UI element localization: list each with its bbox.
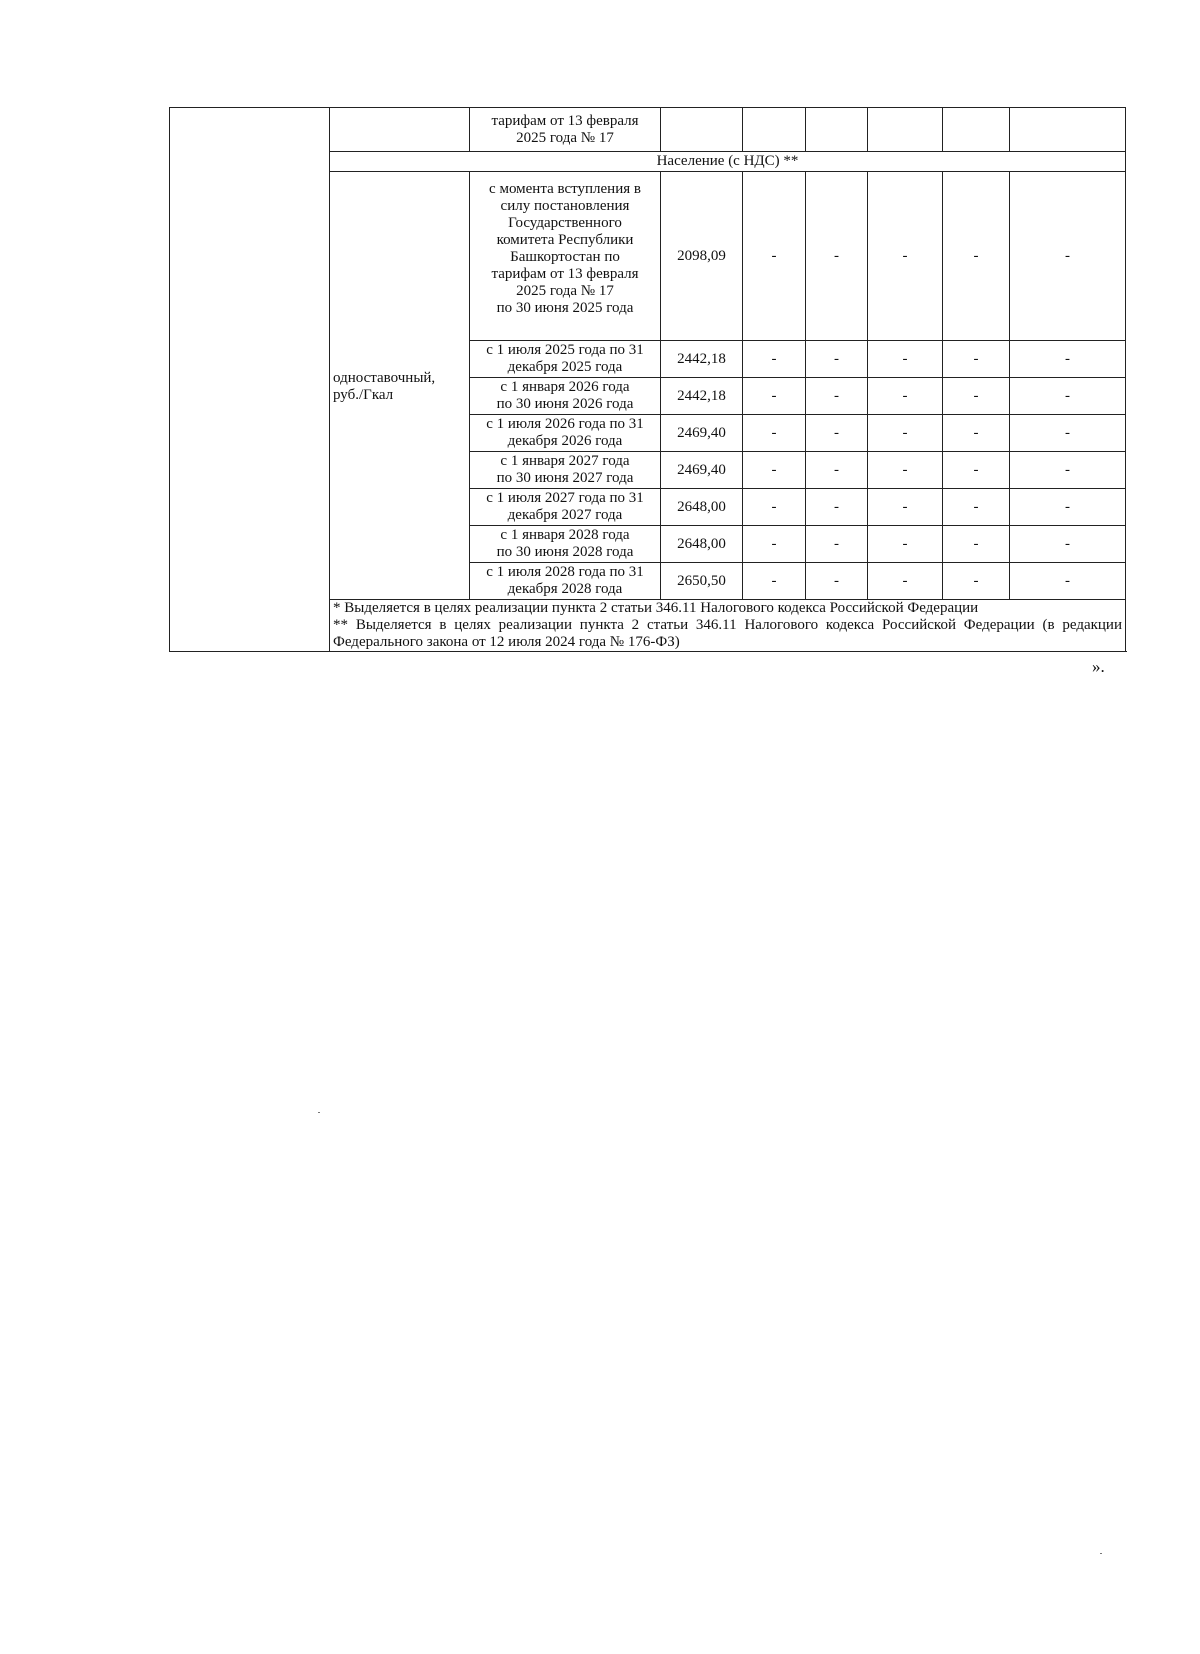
tariff-type-line: руб./Гкал [333, 387, 394, 403]
dash-cell: - [868, 452, 943, 489]
period-line: 2025 года № 17 [516, 129, 614, 146]
tariff-type-cell [330, 172, 470, 600]
dash-cell: - [1010, 489, 1126, 526]
dash-cell: - [1010, 452, 1126, 489]
dash-cell: - [868, 526, 943, 563]
period-line: тарифам от 13 февраля [491, 266, 639, 282]
tariff-value: 2442,18 [661, 378, 743, 415]
dash-cell: - [868, 489, 943, 526]
dash-cell: - [806, 415, 868, 452]
period-line: с 1 января 2028 года [500, 527, 630, 543]
dash-cell: - [743, 563, 806, 600]
period-line: Государственного [508, 215, 622, 231]
dash-cell: - [868, 563, 943, 600]
empty-cell [661, 108, 743, 152]
dash-cell: - [806, 563, 868, 600]
tariff-value: 2648,00 [661, 526, 743, 563]
footnotes-cell [330, 600, 1126, 652]
empty-cell [806, 108, 868, 152]
dash-cell: - [943, 415, 1010, 452]
dash-cell: - [806, 172, 868, 341]
dash-cell: - [943, 489, 1010, 526]
empty-cell [1010, 108, 1126, 152]
table-row-top [170, 108, 1126, 152]
tariff-value: 2098,09 [661, 172, 743, 341]
period-cell [470, 378, 661, 415]
period-cell [470, 172, 661, 341]
period-line: по 30 июня 2028 года [496, 544, 634, 560]
dash-cell: - [806, 489, 868, 526]
dash-cell: - [1010, 341, 1126, 378]
period-line: Башкортостан по [510, 249, 620, 265]
period-cell [470, 415, 661, 452]
dash-cell: - [868, 172, 943, 341]
dash-cell: - [806, 341, 868, 378]
period-cell [470, 489, 661, 526]
period-line: тарифам от 13 февраля [491, 112, 639, 129]
period-line: с 1 июля 2027 года по 31 [486, 490, 644, 506]
empty-cell-left [170, 108, 330, 652]
dash-cell: - [743, 489, 806, 526]
period-line: по 30 июня 2026 года [496, 396, 634, 412]
tariff-type-line: одноставочный, [333, 370, 436, 386]
period-line: по 30 июня 2025 года [496, 300, 634, 316]
dash-cell: - [806, 378, 868, 415]
dash-cell: - [868, 415, 943, 452]
tariff-value: 2650,50 [661, 563, 743, 600]
period-cell [470, 563, 661, 600]
period-cell [470, 452, 661, 489]
empty-cell [330, 108, 470, 152]
tariff-value: 2469,40 [661, 415, 743, 452]
period-line: декабря 2025 года [507, 359, 623, 375]
dash-cell: - [1010, 378, 1126, 415]
tariff-table [169, 107, 1126, 652]
dash-cell: - [743, 341, 806, 378]
period-line: декабря 2026 года [507, 433, 623, 449]
tariff-value: 2442,18 [661, 341, 743, 378]
dash-cell: - [943, 526, 1010, 563]
dash-cell: - [943, 563, 1010, 600]
dash-cell: - [743, 378, 806, 415]
closing-quote: ». [1092, 657, 1105, 676]
empty-cell [943, 108, 1010, 152]
dash-cell: - [743, 452, 806, 489]
period-line: декабря 2027 года [507, 507, 623, 523]
period-cell [470, 526, 661, 563]
dash-cell: - [1010, 172, 1126, 341]
period-line: с 1 июля 2026 года по 31 [486, 416, 644, 432]
period-cell [470, 108, 661, 152]
period-line: силу постановления [500, 198, 630, 214]
period-line: с 1 января 2027 года [500, 453, 630, 469]
dash-cell: - [1010, 415, 1126, 452]
period-cell [470, 341, 661, 378]
period-line: с момента вступления в [489, 181, 641, 197]
footnote-2: ** Выделяется в целях реализации пункта 2 статьи 346.11 Налогового кодекса Российской Федерации (в редакции Федерального закона от 12 июля 2024 года № 176-ФЗ) [333, 617, 1122, 650]
tariff-value: 2469,40 [661, 452, 743, 489]
section-header: Население (с НДС) ** [330, 152, 1126, 172]
scan-speck [318, 1112, 320, 1113]
period-line: комитета Республики [496, 232, 634, 248]
period-line: 2025 года № 17 [516, 283, 614, 299]
empty-cell [743, 108, 806, 152]
period-line: с 1 января 2026 года [500, 379, 630, 395]
dash-cell: - [943, 341, 1010, 378]
period-line: с 1 июля 2028 года по 31 [486, 564, 644, 580]
dash-cell: - [806, 452, 868, 489]
dash-cell: - [743, 172, 806, 341]
dash-cell: - [943, 172, 1010, 341]
dash-cell: - [1010, 526, 1126, 563]
dash-cell: - [806, 526, 868, 563]
dash-cell: - [743, 526, 806, 563]
dash-cell: - [943, 452, 1010, 489]
dash-cell: - [943, 378, 1010, 415]
tariff-value: 2648,00 [661, 489, 743, 526]
dash-cell: - [1010, 563, 1126, 600]
footnote-1: * Выделяется в целях реализации пункта 2 статьи 346.11 Налогового кодекса Российской Федерации [333, 600, 979, 616]
dash-cell: - [868, 378, 943, 415]
period-line: декабря 2028 года [507, 581, 623, 597]
dash-cell: - [743, 415, 806, 452]
period-line: с 1 июля 2025 года по 31 [486, 342, 644, 358]
dash-cell: - [868, 341, 943, 378]
empty-cell [868, 108, 943, 152]
period-line: по 30 июня 2027 года [496, 470, 634, 486]
scan-speck [1100, 1553, 1102, 1554]
